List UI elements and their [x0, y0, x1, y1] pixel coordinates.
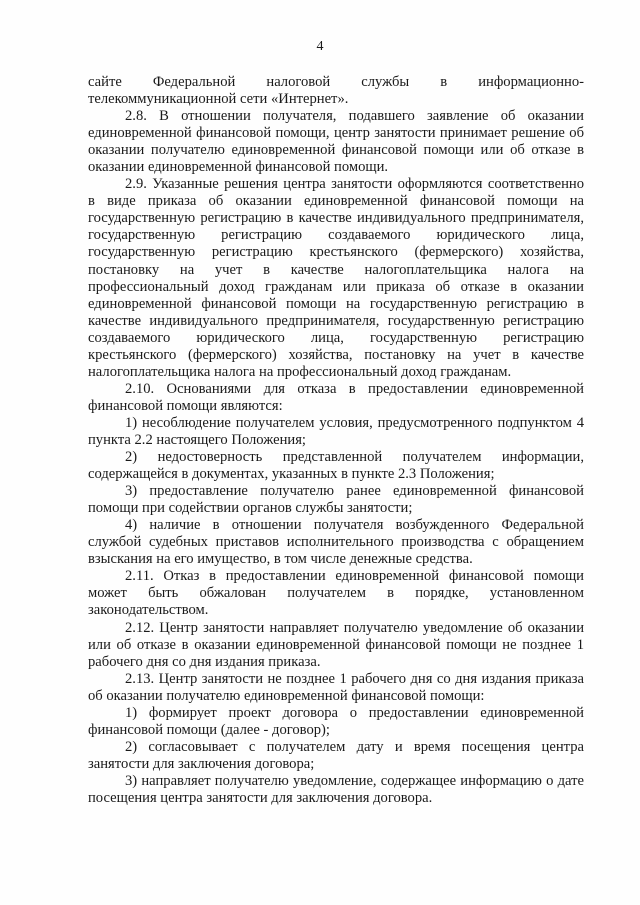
list-item-2-13-3: 3) направляет получателю уведомление, содержащее информацию о дате посещения центра занятости для заключения договора. [88, 772, 584, 806]
list-item-2-10-3: 3) предоставление получателю ранее единовременной финансовой помощи при содействии органов службы занятости; [88, 483, 584, 517]
list-item-2-10-2: 2) недостоверность представленной получателем информации, содержащейся в документах, указанных в пункте 2.3 Положения; [88, 449, 584, 483]
paragraph-2-8: 2.8. В отношении получателя, подавшего заявление об оказании единовременной финансовой помощи, центр занятости принимает решение об оказании получателю единовременной финансовой помощи или об отказе в оказании единовременной финансовой помощи. [88, 108, 584, 176]
paragraph-2-9: 2.9. Указанные решения центра занятости оформляются соответственно в виде приказа об оказании единовременной финансовой помощи на государственную регистрацию в качестве индивидуального предпринимателя, государственную регистрацию создаваемого юридического лица, государственную регистрацию крестьянского (фермерского) хозяйства, постановку на учет в качестве налогоплательщика налога на профессиональный доход гражданам или приказа об отказе в оказании единовременной финансовой помощи на государственную регистрацию в качестве индивидуального предпринимателя, государственную регистрацию создаваемого юридического лица, государственную регистрацию крестьянского (фермерского) хозяйства, постановку на учет в качестве налогоплательщика налога на профессиональный доход гражданам. [88, 176, 584, 380]
page-number: 4 [316, 39, 324, 54]
paragraph-2-11: 2.11. Отказ в предоставлении единовременной финансовой помощи может быть обжалован получателем в порядке, установленном законодательством. [88, 568, 584, 619]
paragraph-2-13: 2.13. Центр занятости не позднее 1 рабочего дня со дня издания приказа об оказании получателю единовременной финансовой помощи: [88, 670, 584, 704]
paragraph-continuation: сайте Федеральной налоговой службы в информационно-телекоммуникационной сети «Интернет». [88, 74, 584, 108]
list-item-2-10-1: 1) несоблюдение получателем условия, предусмотренного подпунктом 4 пункта 2.2 настоящего Положения; [88, 414, 584, 448]
list-item-2-13-2: 2) согласовывает с получателем дату и время посещения центра занятости для заключения договора; [88, 738, 584, 772]
document-body [88, 74, 584, 807]
list-item-2-13-1: 1) формирует проект договора о предоставлении единовременной финансовой помощи (далее - договор); [88, 704, 584, 738]
list-item-2-10-4: 4) наличие в отношении получателя возбужденного Федеральной службой судебных приставов исполнительного производства с обращением взыскания на его имущество, в том числе денежные средства. [88, 517, 584, 568]
paragraph-2-12: 2.12. Центр занятости направляет получателю уведомление об оказании или об отказе в оказании единовременной финансовой помощи не позднее 1 рабочего дня со дня издания приказа. [88, 619, 584, 670]
paragraph-2-10: 2.10. Основаниями для отказа в предоставлении единовременной финансовой помощи являются: [88, 380, 584, 414]
